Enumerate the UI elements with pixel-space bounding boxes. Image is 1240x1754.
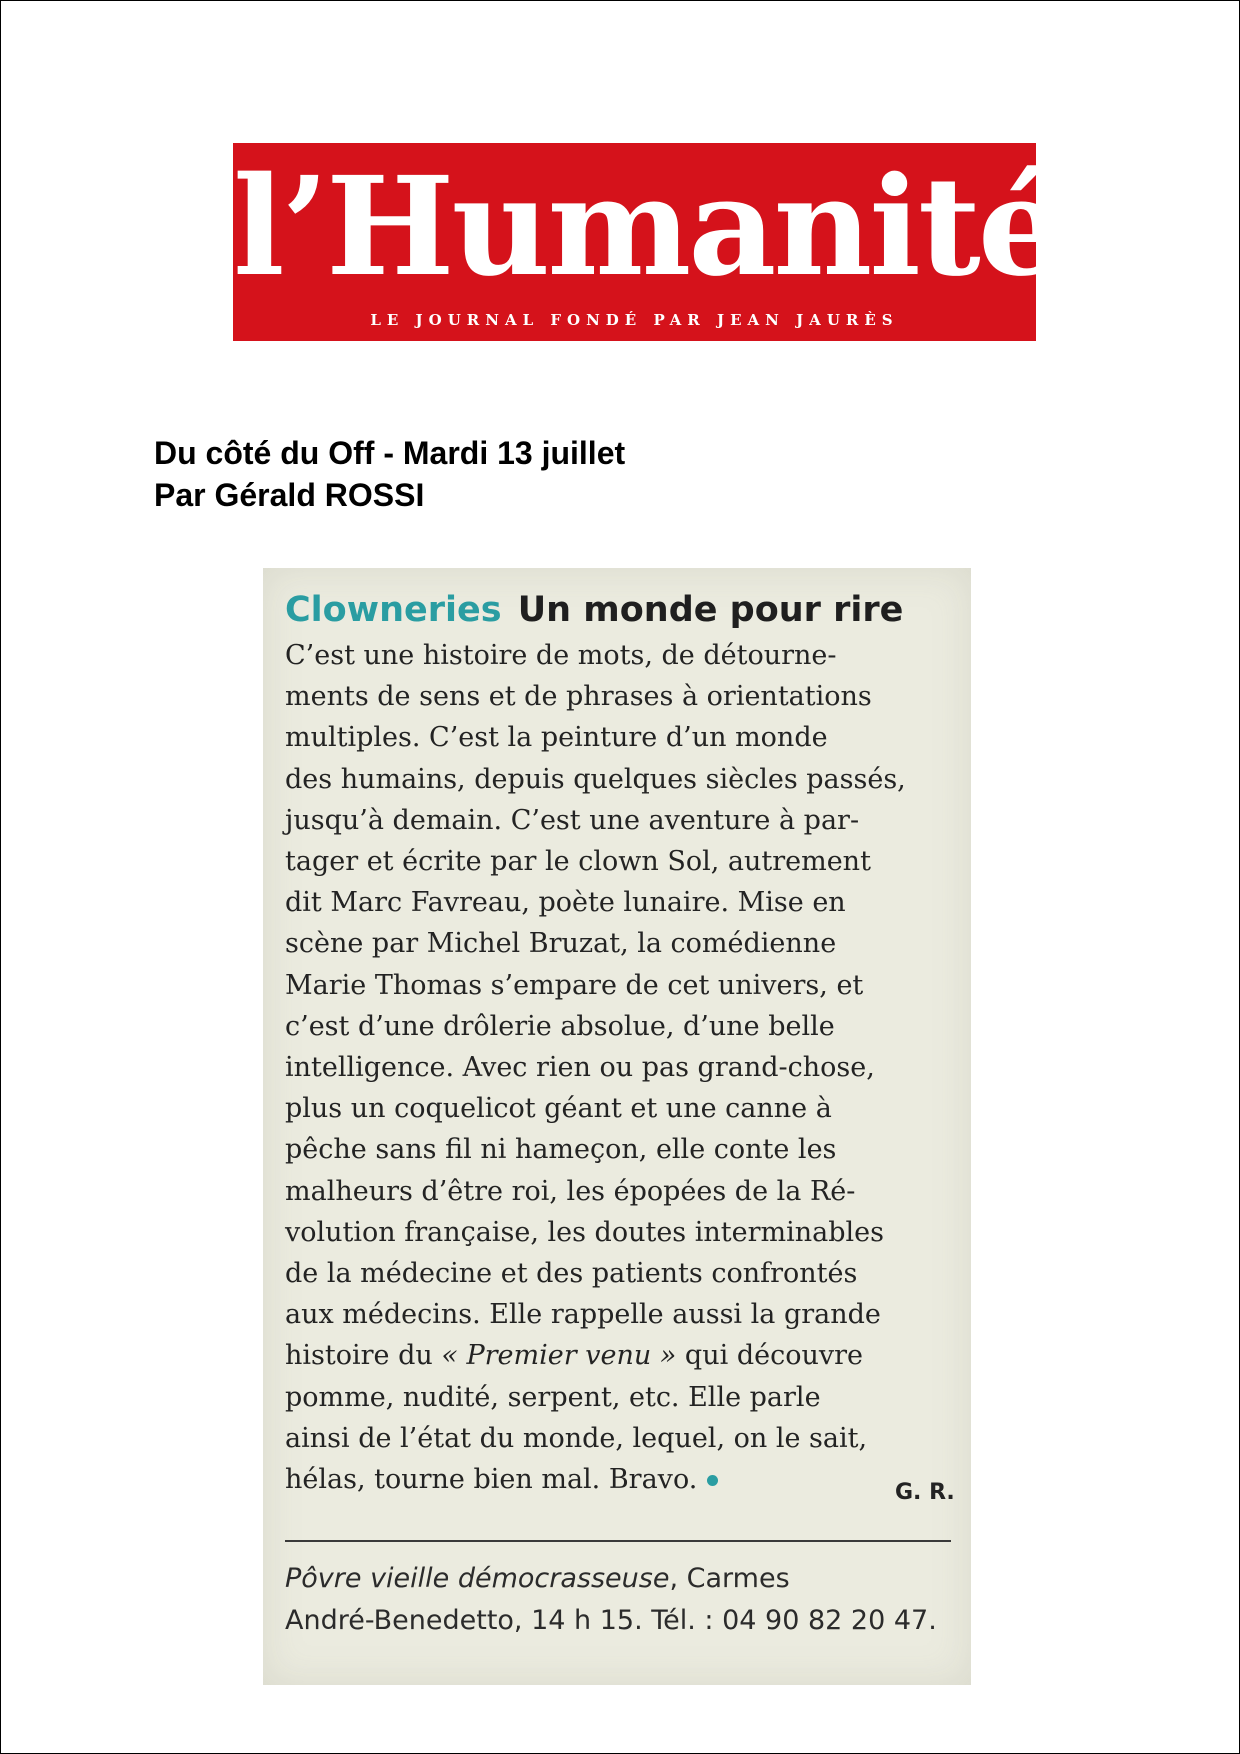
article-line: ments de sens et de phrases à orientations: [285, 681, 872, 713]
article-line: multiples. C’est la peinture d’un monde: [285, 722, 828, 754]
newspaper-clipping: [263, 568, 971, 1685]
article-line: pomme, nudité, serpent, etc. Elle parle: [285, 1381, 821, 1413]
article-line: [285, 1335, 975, 1376]
caption-author: Par Gérald ROSSI: [154, 477, 425, 513]
masthead-tagline: LE JOURNAL FONDÉ PAR JEAN JAURÈS: [370, 311, 899, 329]
line-text: qui découvre: [676, 1340, 863, 1372]
article-kicker: Clowneries: [285, 590, 502, 630]
end-mark-icon: [707, 1475, 718, 1486]
article-line: ainsi de l’état du monde, lequel, on le sait,: [285, 1422, 868, 1454]
article-line: plus un coquelicot géant et une canne à: [285, 1093, 832, 1125]
clipping-caption: [154, 432, 625, 516]
divider: [285, 1540, 951, 1542]
caption-date: Du côté du Off - Mardi 13 juillet: [154, 435, 626, 471]
article-line: de la médecine et des patients confrontés: [285, 1258, 858, 1290]
show-info-line1: [285, 1558, 937, 1600]
article-line: malheurs d’être roi, les épopées de la Ré-: [285, 1175, 856, 1207]
article-line: Marie Thomas s’empare de cet univers, et: [285, 969, 864, 1001]
article-line: dit Marc Favreau, poète lunaire. Mise en: [285, 887, 846, 919]
newspaper-logo: l’Humanité: [233, 147, 1062, 307]
author-initials: G. R.: [895, 1480, 955, 1505]
article-line: pêche sans fil ni hameçon, elle conte les: [285, 1134, 837, 1166]
article-line: scène par Michel Bruzat, la comédienne: [285, 928, 837, 960]
article-headline: [285, 588, 903, 632]
show-info: [285, 1558, 937, 1642]
show-title: Pôvre vieille démocrasseuse: [285, 1563, 670, 1594]
article-line: des humains, depuis quelques siècles passés,: [285, 763, 906, 795]
quoted-title: « Premier venu »: [441, 1340, 677, 1372]
article-line: volution française, les doutes interminables: [285, 1216, 884, 1248]
last-line-text: hélas, tourne bien mal. Bravo.: [285, 1464, 698, 1496]
article-line: intelligence. Avec rien ou pas grand-chose,: [285, 1052, 875, 1084]
article-line: c’est d’une drôlerie absolue, d’une belle: [285, 1010, 835, 1042]
show-venue: , Carmes: [669, 1563, 790, 1594]
article-line: C’est une histoire de mots, de détourne-: [285, 640, 837, 671]
line-text: histoire du: [285, 1340, 442, 1372]
article-title: Un monde pour rire: [517, 590, 904, 630]
article-line: [285, 1459, 975, 1500]
article-line: tager et écrite par le clown Sol, autrement: [285, 846, 871, 878]
newspaper-masthead: [233, 143, 1062, 341]
article-line: jusqu’à demain. C’est une aventure à par-: [285, 804, 860, 836]
article-body: [285, 635, 975, 1500]
show-info-line2: André-Benedetto, 14 h 15. Tél. : 04 90 82 20 47.: [285, 1605, 937, 1636]
article-line: aux médecins. Elle rappelle aussi la grande: [285, 1299, 881, 1331]
